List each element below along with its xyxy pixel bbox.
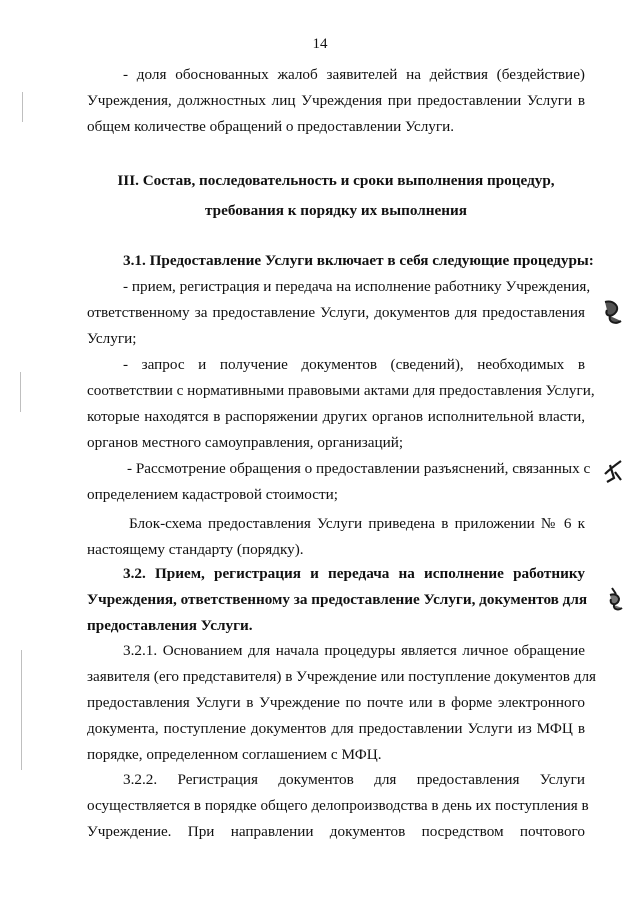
handwritten-margin-mark: [598, 298, 626, 328]
text-line: которые находятся в распоряжении других органов исполнительной власти,: [87, 408, 585, 425]
text-line: заявителя (его представителя) в Учреждение или поступление документов для: [87, 668, 597, 685]
text-line: - доля обоснованных жалоб заявителей на действия (бездействие): [123, 66, 585, 83]
section-title: [87, 166, 585, 226]
text-line: - прием, регистрация и передача на исполнение работнику Учреждения,: [123, 278, 591, 295]
heading-line: Учреждения, ответственному за предоставление Услуги, документов для: [87, 591, 588, 608]
text-line: Блок-схема предоставления Услуги приведена в приложении № 6 к: [129, 515, 585, 532]
text-line: предоставления Услуги в Учреждение по почте или в форме электронного: [87, 694, 585, 711]
text-line: соответствии с нормативными правовыми актами для предоставления Услуги,: [87, 382, 595, 399]
paragraph-complaints-share: [87, 62, 585, 140]
text-line: Учреждение. При направлении документов посредством почтового: [87, 823, 585, 840]
text-line: общем количестве обращений о предоставлении Услуги.: [87, 118, 455, 135]
scan-artifact: [20, 372, 21, 412]
handwritten-check-mark: [600, 458, 626, 486]
text-line: настоящему стандарту (порядку).: [87, 541, 304, 558]
text-line: порядке, определенном соглашением с МФЦ.: [87, 746, 382, 763]
text-line: 3.2.1. Основанием для начала процедуры является личное обращение: [123, 642, 585, 659]
handwritten-margin-mark: [604, 585, 626, 613]
heading-line: 3.1. Предоставление Услуги включает в себя следующие процедуры:: [123, 252, 594, 269]
subsection-3-2-heading: [87, 561, 588, 639]
text-line: 3.2.2. Регистрация документов для предоставления Услуги: [123, 771, 585, 788]
procedure-item-2: [87, 352, 595, 456]
heading-line: 3.2. Прием, регистрация и передача на исполнение работнику: [123, 565, 585, 582]
procedure-item-1: [87, 274, 591, 352]
text-line: - запрос и получение документов (сведений), необходимых в: [123, 356, 585, 373]
text-line: органов местного самоуправления, организаций;: [87, 434, 404, 451]
text-line: ответственному за предоставление Услуги, документов для предоставления: [87, 304, 585, 321]
text-line: Учреждения, должностных лиц Учреждения при предоставлении Услуги в: [87, 92, 585, 109]
heading-line: предоставления Услуги.: [87, 617, 253, 634]
text-line: осуществляется в порядке общего делопроизводства в день их поступления в: [87, 797, 589, 814]
text-line: определением кадастровой стоимости;: [87, 486, 338, 503]
paragraph-3-2-2: [87, 767, 589, 845]
paragraph-3-2-1: [87, 638, 597, 768]
section-title-line: требования к порядку их выполнения: [205, 202, 467, 219]
text-line: документа, поступление документов для предоставлении Услуги из МФЦ в: [87, 720, 585, 737]
text-line: Услуги;: [87, 330, 137, 347]
text-line: - Рассмотрение обращения о предоставлении разъяснений, связанных с: [127, 460, 591, 477]
subsection-3-1-heading: [87, 248, 594, 274]
procedure-item-3: [87, 456, 591, 508]
section-title-line: III. Состав, последовательность и сроки выполнения процедур,: [117, 172, 555, 189]
scan-artifact: [22, 92, 23, 122]
scan-artifact: [21, 650, 22, 770]
page-number: 14: [312, 36, 328, 52]
flowchart-note: [87, 511, 585, 563]
